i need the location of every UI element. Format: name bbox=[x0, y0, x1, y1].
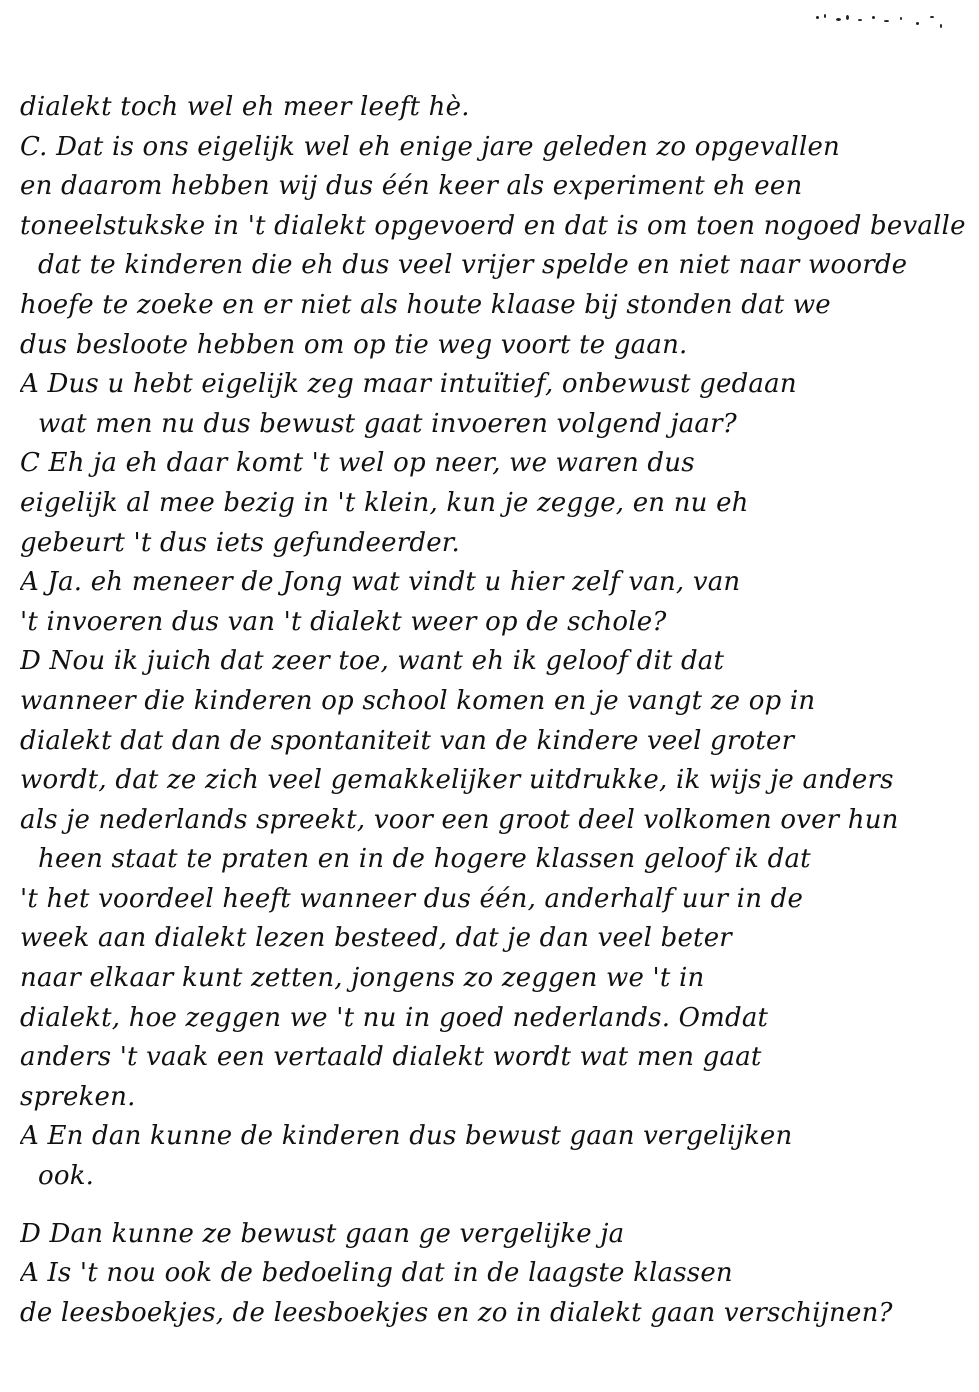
text-line: dialekt toch wel eh meer leeft hè. bbox=[20, 92, 470, 122]
text-line: heen staat te praten en in de hogere klassen geloof ik dat bbox=[38, 844, 811, 875]
text-line: 't invoeren dus van 't dialekt weer op de schole? bbox=[20, 606, 667, 637]
text-line: D Dan kunne ze bewust gaan ge vergelijke ja bbox=[20, 1218, 625, 1249]
text-line: dus besloote hebben om op tie weg voort te gaan. bbox=[20, 329, 688, 360]
text-line: ook. bbox=[38, 1161, 95, 1192]
text-line: de leesboekjes, de leesboekjes en zo in dialekt gaan verschijnen? bbox=[20, 1297, 893, 1328]
text-line: toneelstukske in 't dialekt opgevoerd en dat is om toen nogoed bevalle bbox=[20, 210, 966, 241]
text-line: 't het voordeel heeft wanneer dus één, anderhalf uur in de bbox=[20, 883, 804, 914]
scan-specks-mark bbox=[812, 10, 952, 36]
text-line: dat te kinderen die eh dus veel vrijer spelde en niet naar woorde bbox=[38, 250, 908, 281]
text-line: C Eh ja eh daar komt 't wel op neer, we waren dus bbox=[20, 448, 695, 479]
text-line: gebeurt 't dus iets gefundeerder. bbox=[20, 527, 461, 558]
text-line: A Is 't nou ook de bedoeling dat in de laagste klassen bbox=[20, 1258, 733, 1289]
text-line: wanneer die kinderen op school komen en je vangt ze op in bbox=[20, 685, 816, 716]
text-line: naar elkaar kunt zetten, jongens zo zeggen we 't in bbox=[20, 963, 705, 994]
text-line: dialekt, hoe zeggen we 't nu in goed nederlands. Omdat bbox=[20, 1002, 769, 1033]
text-line: anders 't vaak een vertaald dialekt wordt wat men gaat bbox=[20, 1042, 762, 1073]
text-line: eigelijk al mee bezig in 't klein, kun je zegge, en nu eh bbox=[20, 487, 749, 518]
text-line: wat men nu dus bewust gaat invoeren volgend jaar? bbox=[38, 408, 737, 439]
handwritten-text-body bbox=[20, 88, 970, 1333]
text-line: week aan dialekt lezen besteed, dat je dan veel beter bbox=[20, 923, 732, 954]
text-line: A Ja. eh meneer de Jong wat vindt u hier zelf van, van bbox=[20, 567, 741, 598]
text-line: C. Dat is ons eigelijk wel eh enige jare geleden zo opgevallen bbox=[20, 131, 840, 162]
text-line: als je nederlands spreekt, voor een groot deel volkomen over hun bbox=[20, 804, 899, 835]
text-line: hoefe te zoeke en er niet als houte klaase bij stonden dat we bbox=[20, 289, 831, 320]
text-line: en daarom hebben wij dus één keer als experiment eh een bbox=[20, 171, 803, 202]
text-line: D Nou ik juich dat zeer toe, want eh ik geloof dit dat bbox=[20, 646, 725, 677]
text-line: wordt, dat ze zich veel gemakkelijker uitdrukke, ik wijs je anders bbox=[20, 765, 894, 796]
text-line: dialekt dat dan de spontaniteit van de kindere veel groter bbox=[20, 725, 795, 756]
text-line: A Dus u hebt eigelijk zeg maar intuïtief, onbewust gedaan bbox=[20, 369, 797, 400]
text-line: A En dan kunne de kinderen dus bewust gaan vergelijken bbox=[20, 1121, 793, 1152]
text-line: spreken. bbox=[20, 1081, 136, 1112]
